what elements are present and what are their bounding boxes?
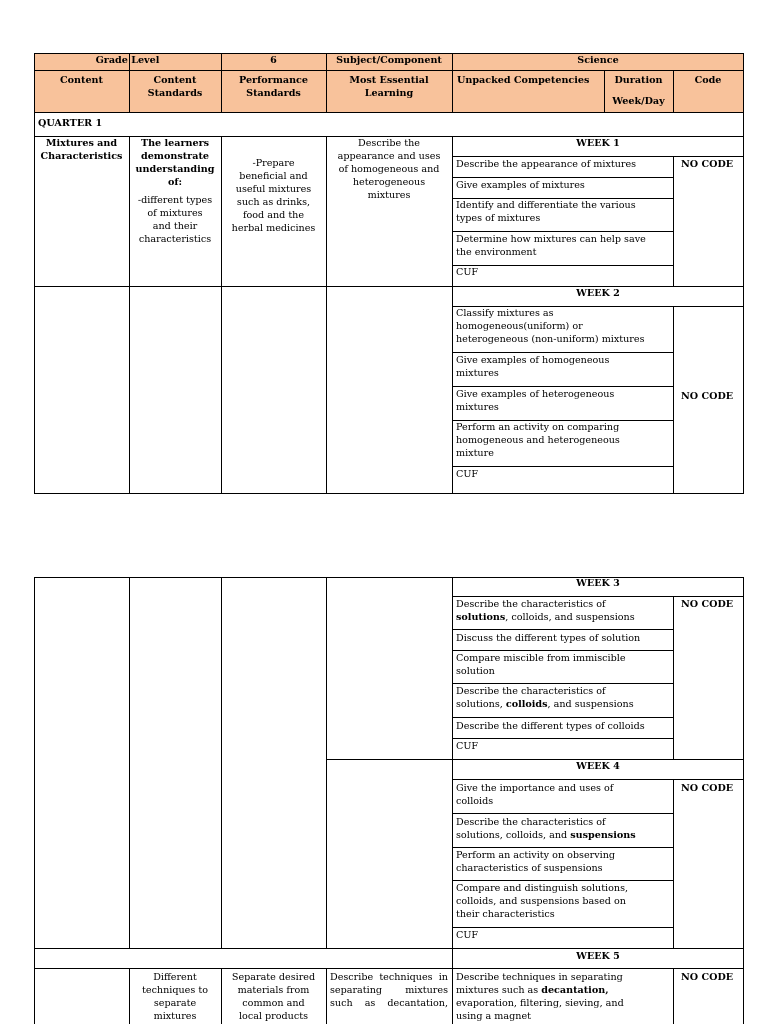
col-content-standards-header: Content Standards: [147, 75, 203, 99]
grade-level-value: 6: [270, 55, 277, 66]
competency-item: Describe the characteristics of solutions, colloids, and suspensions: [456, 817, 636, 841]
code-value: NO CODE: [681, 391, 734, 402]
content-standards-cell: The learners demonstrate understanding of: -different types of mixtures and their characteristics: [135, 138, 215, 245]
content-standards-cell: Different techniques to separate mixtures: [142, 972, 208, 1022]
col-content-header: Content: [60, 75, 103, 86]
col-most-essential-learning-header: Most Essential Learning: [349, 75, 429, 99]
competency-item: Compare and distinguish solutions, colloids, and suspensions based on their characteristics: [456, 883, 629, 920]
competency-item: Compare miscible from immiscible solution: [456, 653, 626, 677]
competency-item: Perform an activity on comparing homogeneous and heterogeneous mixture: [456, 422, 620, 459]
competency-item: Describe the different types of colloids: [456, 721, 645, 732]
competency-item: Give examples of homogeneous mixtures: [456, 355, 610, 379]
week-1-label: WEEK 1: [576, 138, 620, 149]
competency-item-cuf: CUF: [456, 741, 479, 752]
col-code-header: Code: [694, 75, 722, 86]
week-4-label: WEEK 4: [576, 761, 620, 772]
week-5-label: WEEK 5: [576, 951, 620, 962]
col-performance-standards-header: Performance Standards: [239, 75, 308, 99]
quarter-label: QUARTER 1: [38, 118, 103, 129]
competency-item: Give examples of mixtures: [456, 180, 585, 191]
competency-item: Describe the characteristics of solutions, colloids, and suspensions: [456, 686, 634, 710]
competency-item: Describe the characteristics of solutions, colloids, and suspensions: [456, 599, 635, 623]
code-value: NO CODE: [681, 599, 734, 610]
col-duration-header: Duration: [614, 75, 663, 86]
competency-item: Give the importance and uses of colloids: [456, 783, 614, 807]
competency-item-cuf: CUF: [456, 469, 479, 480]
performance-standards-cell: -Prepare beneficial and useful mixtures such as drinks, food and the herbal medicines: [231, 158, 316, 234]
col-weekday-header: Week/Day: [612, 96, 665, 107]
competency-item: Give examples of heterogeneous mixtures: [456, 389, 615, 413]
subject-label: Subject/Component: [336, 55, 442, 66]
competency-item-cuf: CUF: [456, 267, 479, 278]
most-essential-learning-cell: Describe the appearance and uses of homogeneous and heterogeneous mixtures: [337, 138, 441, 201]
competency-item: Describe techniques in separating mixtures such as decantation, evaporation, filtering, sieving, and using a magnet: [456, 972, 624, 1022]
competency-item: Identify and differentiate the various types of mixtures: [456, 200, 636, 224]
competency-item: Classify mixtures as homogeneous(uniform) or heterogeneous (non-uniform) mixtures: [456, 308, 645, 345]
most-essential-learning-cell: Describe techniques in separating mixtures such as decantation,: [330, 972, 448, 1009]
col-unpacked-competencies-header: Unpacked Competencies: [457, 75, 590, 86]
competency-item: Describe the appearance of mixtures: [456, 159, 637, 170]
code-value: NO CODE: [681, 972, 734, 983]
competency-item: Determine how mixtures can help save the environment: [456, 234, 646, 258]
code-value: NO CODE: [681, 783, 734, 794]
competency-item-cuf: CUF: [456, 930, 479, 941]
grade-level-label: Grade Level: [95, 55, 160, 66]
competency-item: Perform an activity on observing characteristics of suspensions: [456, 850, 616, 874]
content-cell: Mixtures and Characteristics: [40, 138, 123, 162]
subject-value: Science: [577, 55, 619, 66]
performance-standards-cell: Separate desired materials from common and local products: [231, 972, 316, 1022]
week-3-label: WEEK 3: [576, 578, 620, 589]
code-value: NO CODE: [681, 159, 734, 170]
week-2-label: WEEK 2: [576, 288, 620, 299]
competency-item: Discuss the different types of solution: [456, 633, 641, 644]
